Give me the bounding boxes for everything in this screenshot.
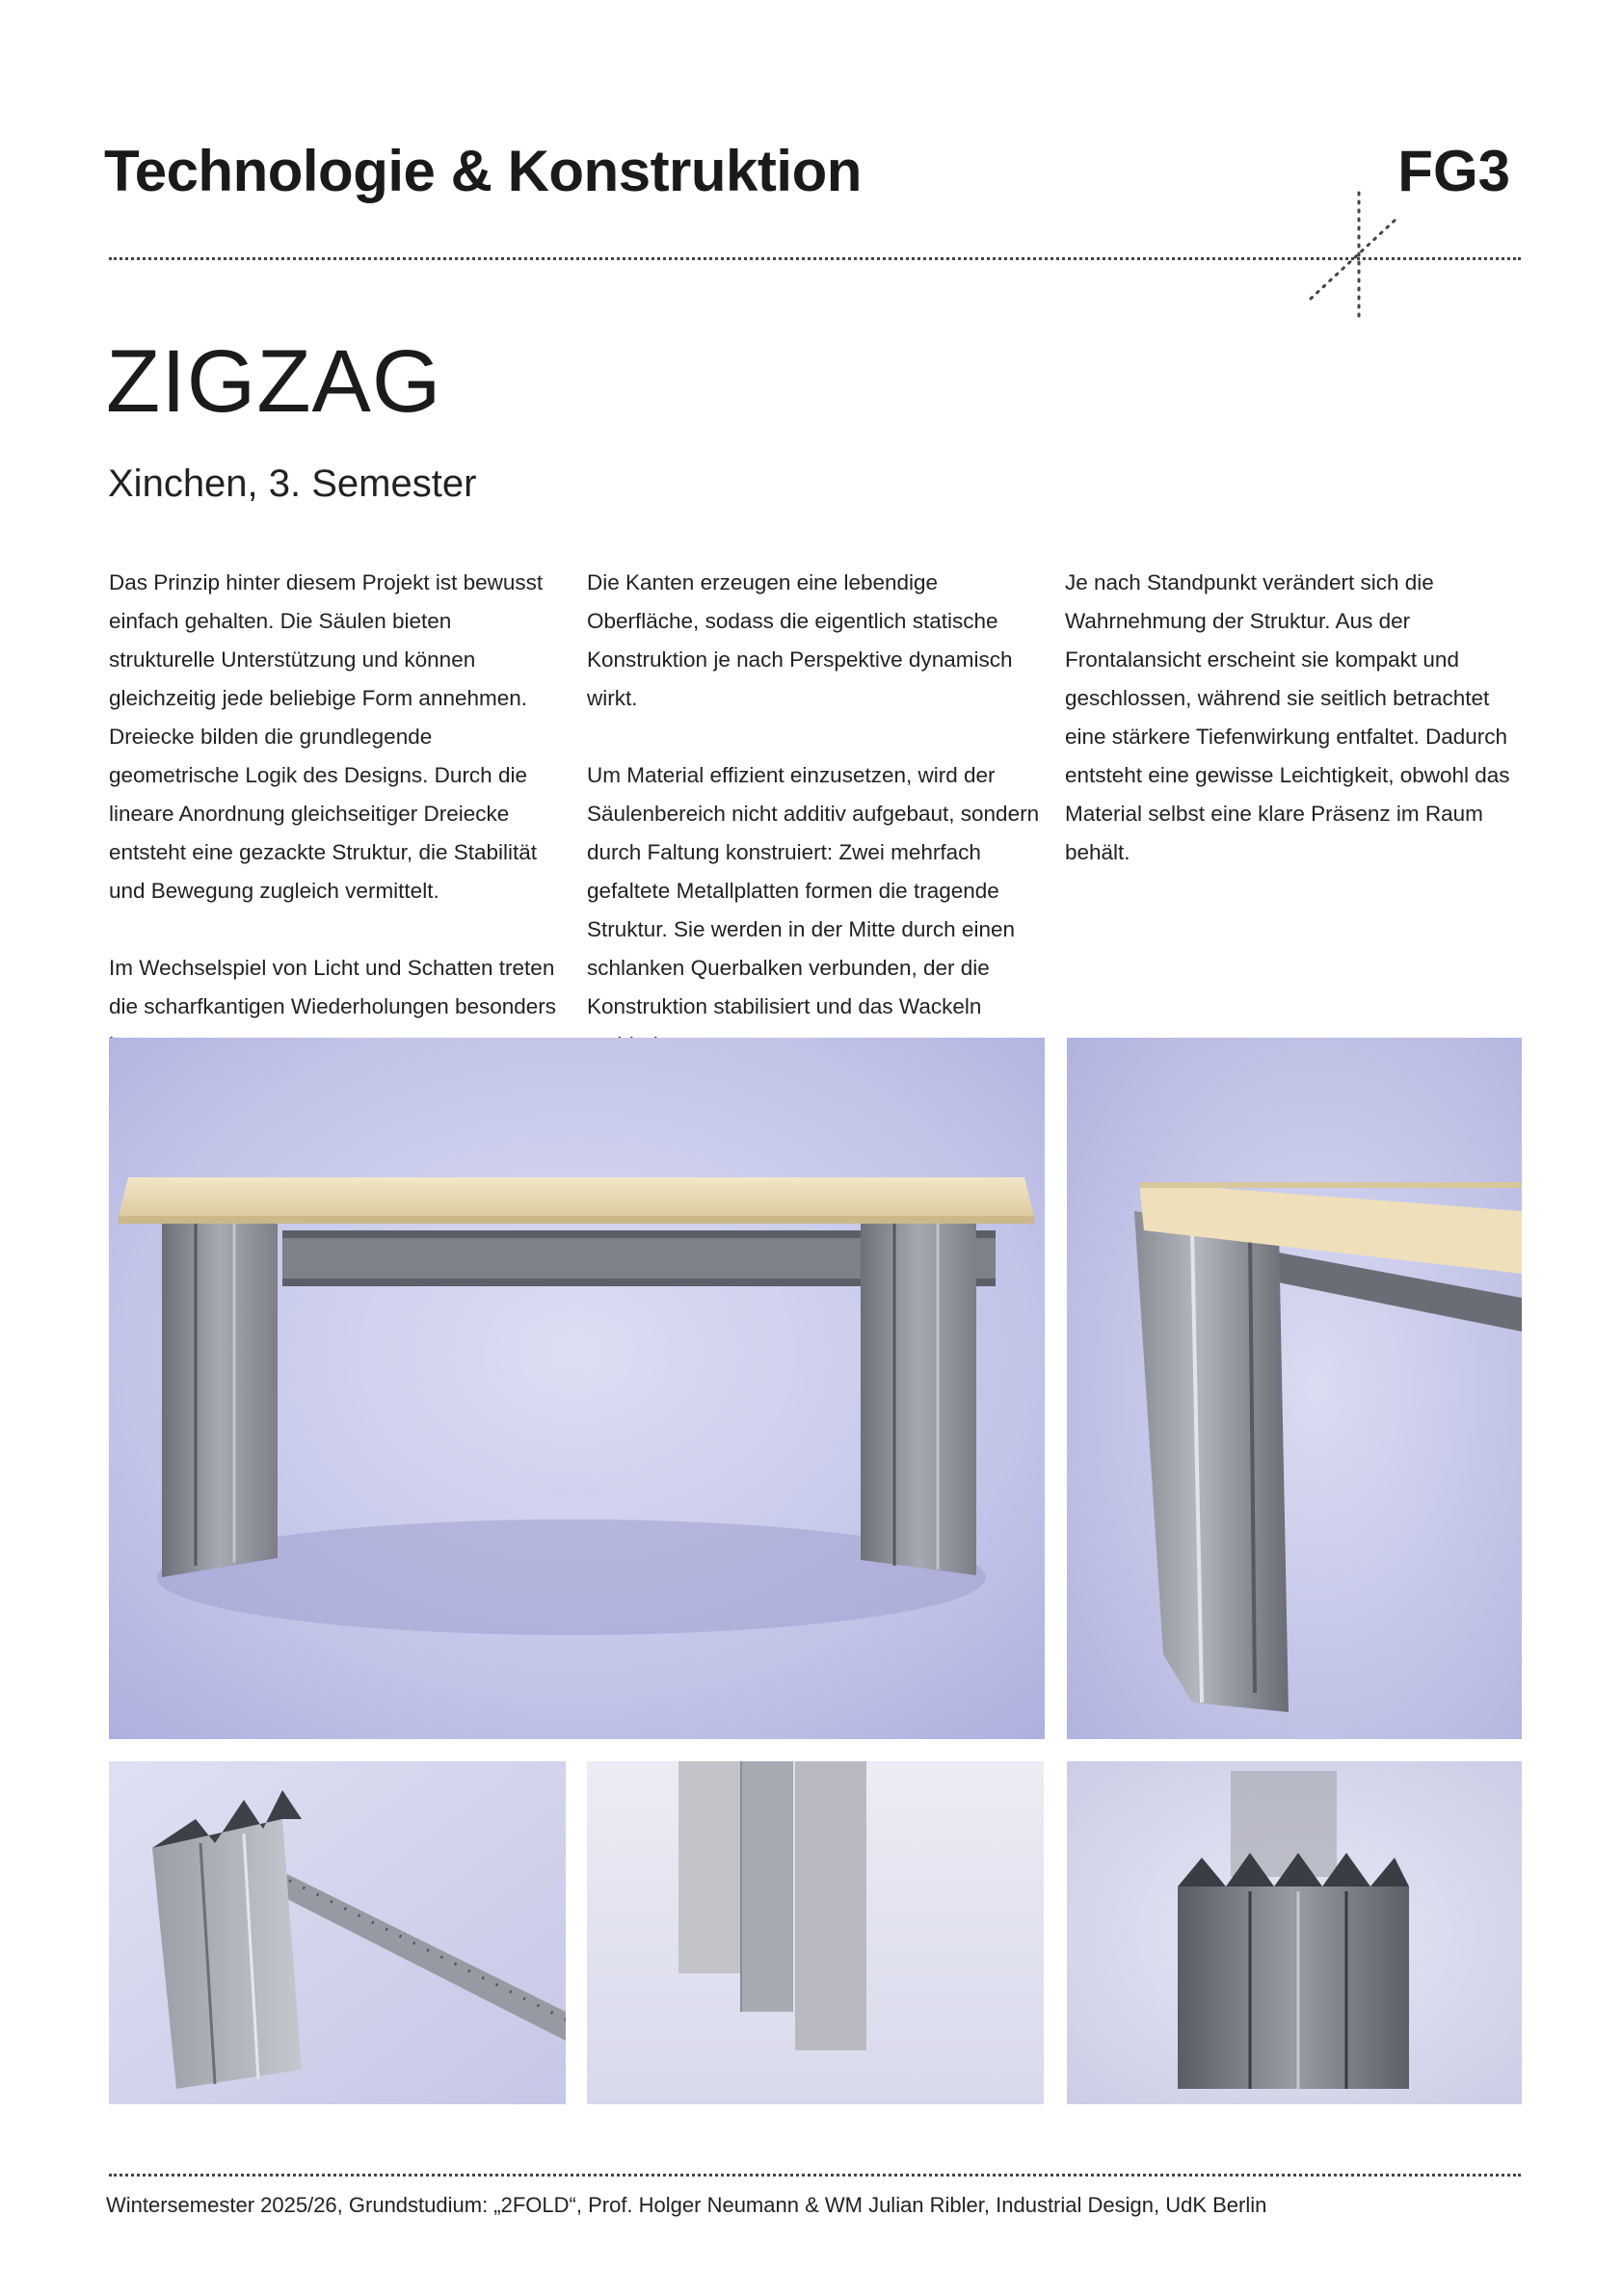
paragraph: Das Prinzip hinter diesem Projekt ist bewusst einfach gehalten. Die Säulen bieten strukturelle Unterstützung und können gleichzeitig jede beliebige Form annehmen. Dreiecke bilden die grundlegende geometrische Logik des Designs. Durch die lineare Anordnung gleichseitiger Dreiecke entsteht eine gezackte Struktur, die Stabilität und Bewegung zugleich vermittelt.: [109, 570, 544, 903]
photo-bench-front: [109, 1038, 1045, 1739]
photo-leg-profile: [1067, 1761, 1522, 2104]
paragraph: Je nach Standpunkt verändert sich die Wahrnehmung der Struktur. Aus der Frontalansicht erscheint sie kompakt und geschlossen, während sie seitlich betrachtet eine stärkere Tiefenwirkung entfaltet. Dadurch entsteht eine gewisse Leichtigkeit, obwohl das Material selbst eine klare Präsenz im Raum behält.: [1065, 570, 1510, 864]
footer-credits: Wintersemester 2025/26, Grundstudium: „2FOLD“, Prof. Holger Neumann & WM Julian Ribler, Industrial Design, UdK Berlin: [106, 2193, 1267, 2217]
text-column-3: [1065, 564, 1518, 910]
section-title: Technologie & Konstruktion: [104, 139, 862, 203]
photo-leg-detail: [587, 1761, 1044, 2104]
photo-bench-side: [1067, 1038, 1522, 1739]
photo-leg-angle: [109, 1761, 566, 2104]
star-mark-icon: [1301, 191, 1417, 326]
paragraph: Um Material effizient einzusetzen, wird der Säulenbereich nicht additiv aufgebaut, sondern durch Faltung konstruiert: Zwei mehrfach gefaltete Metallplatten formen die tragende Struktur. Sie werden in der Mitte durch einen schlanken Querbalken verbunden, der die Konstruktion stabilisiert und das Wackeln: [587, 763, 1040, 1018]
section-code: FG3: [1397, 139, 1510, 203]
paragraph: Die Kanten erzeugen eine lebendige Oberfläche, sodass die eigentlich statische Konstruktion je nach Perspektive dynamisch wirkt.: [587, 570, 1013, 710]
project-title: ZIGZAG: [106, 332, 442, 431]
paragraph: Im Wechselspiel von Licht und Schatten treten die scharfkantigen Wiederholungen besonders: [109, 956, 557, 1018]
text-column-2: [587, 564, 1040, 1103]
footer-divider: [109, 2174, 1521, 2177]
text-column-1: [109, 564, 562, 1103]
project-subtitle: Xinchen, 3. Semester: [108, 462, 477, 505]
